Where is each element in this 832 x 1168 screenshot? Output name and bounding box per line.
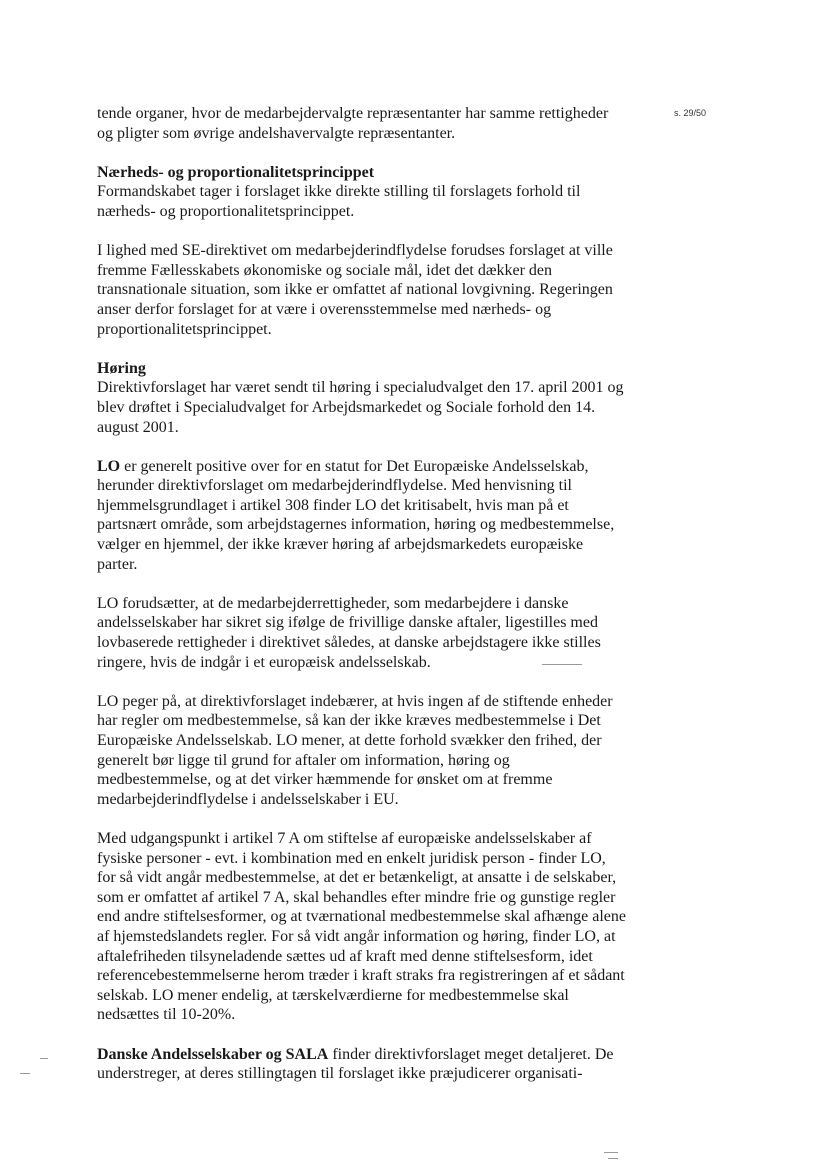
lo-paragraph-4: Med udgangspunkt i artikel 7 A om stiftelse af europæiske andelsselskaber af fysiske personer - evt. i kombination med en enkelt juridisk person - finder LO, for så vidt angår medbestemmelse, at det er betænkeligt, at ansatte i de selskaber, som er omfattet af artikel 7 A, skal behandles efter mindre frie og gunstige regler end andre stiftelsesformer, og at tværnational medbestemmelse skal afhænge alene af hjemstedslandets regler. For så vidt angår information og høring, finder LO, at aftalefriheden tilsyneladende sættes ud af kraft med denne stiftelsesform, idet referencebestemmelserne herom træder i kraft straks fra registreringen af et sådant selskab. LO mener endelig, at tærskelværdierne for medbestemmelse skal nedsættes til 10-20%. xyxy=(97,829,626,1024)
lo-paragraph-1-text: er generelt positive over for en statut for Det Europæiske Andelsselskab, herunder direktivforslaget om medarbejderindflydelse. Med henvisning til hjemmelsgrundlaget i artikel 308 finder LO det kritisabelt, hvis man på et partsnært område, som arbejdstagernes information, høring og medbestemmelse, vælger en hjemmel, der ikke kræver høring af arbejdsmarkedets europæiske parter. xyxy=(97,457,615,573)
lo-paragraph-2: LO forudsætter, at de medarbejderrettigheder, som medarbejdere i danske andelsselskaber har sikret sig ifølge de frivillige danske aftaler, ligestilles med lovbaserede rettigheder i direktivet således, at danske arbejdstagere ikke stilles ringere, hvis de indgår i et europæisk andelsselskab. xyxy=(97,594,601,671)
scan-mark xyxy=(542,664,582,665)
lo-paragraph-1 xyxy=(97,457,627,575)
horing-paragraph-1: Direktivforslaget har været sendt til høring i specialudvalget den 17. april 2001 og blev drøftet i Specialudvalget for Arbejdsmarkedet og Sociale forhold den 14. august 2001. xyxy=(97,379,624,436)
document-body xyxy=(97,104,627,1103)
scan-mark xyxy=(40,1058,48,1059)
scan-mark xyxy=(608,1158,618,1159)
section-narhed xyxy=(97,163,627,222)
scan-mark xyxy=(604,1152,618,1153)
intro-paragraph: tende organer, hvor de medarbejdervalgte repræsentanter har samme rettigheder og pligter som øvrige andelshavervalgte repræsentanter. xyxy=(97,105,609,142)
danske-paragraph xyxy=(97,1045,627,1084)
section-heading-narhed: Nærheds- og proportionalitetsprincippet xyxy=(97,163,375,181)
lo-lead: LO xyxy=(97,457,121,475)
section-horing xyxy=(97,359,627,437)
scan-mark xyxy=(20,1073,30,1074)
danske-lead: Danske Andelsselskaber og SALA xyxy=(97,1045,329,1063)
narhed-paragraph-2: I lighed med SE-direktivet om medarbejderindflydelse forudses forslaget at ville fremme Fællesskabets økonomiske og sociale mål, idet det dækker den transnationale situation, som ikke er omfattet af national lovgivning. Regeringen anser derfor forslaget for at være i overensstemmelse med nærheds- og proportionalitetsprincippet. xyxy=(97,242,613,338)
lo-paragraph-3: LO peger på, at direktivforslaget indebærer, at hvis ingen af de stiftende enheder har regler om medbestemmelse, så kan der ikke kræves medbestemmelse i Det Europæiske Andelsselskab. LO mener, at dette forhold svækker den frihed, der generelt bør ligge til grund for aftaler om information, høring og medbestemmelse, og at det virker hæmmende for ønsket om at fremme medarbejderindflydelse i andelsselskaber i EU. xyxy=(97,692,613,808)
danske-paragraph-text: finder direktivforslaget meget detaljeret. De understreger, at deres stillingtagen til forslaget ikke præjudicerer organisati- xyxy=(97,1045,614,1083)
page-number: s. 29/50 xyxy=(674,108,707,118)
section-heading-horing: Høring xyxy=(97,359,146,377)
narhed-paragraph-1: Formandskabet tager i forslaget ikke direkte stilling til forslagets forhold til nærheds- og proportionalitetsprincippet. xyxy=(97,183,581,220)
